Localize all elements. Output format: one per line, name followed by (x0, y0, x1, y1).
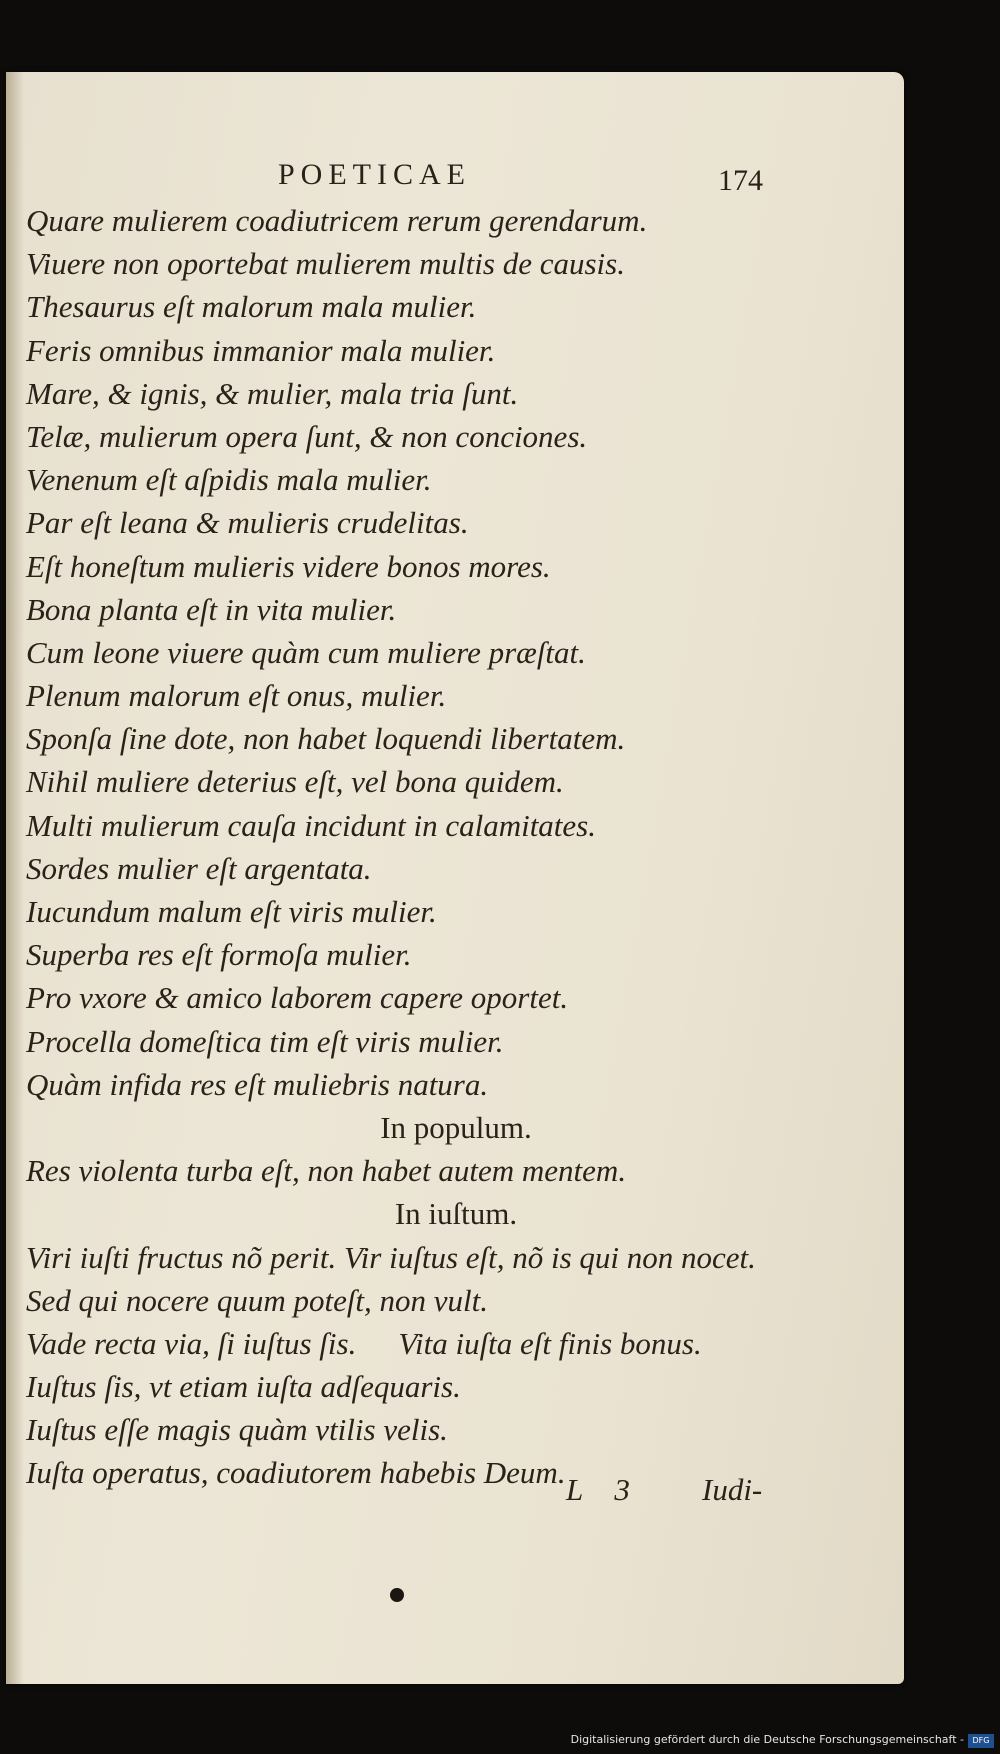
verse-line: Pro vxore & amico laborem capere oportet. (26, 980, 569, 1016)
verse-line: Res violenta turba eſt, non habet autem mentem. (26, 1153, 627, 1189)
verse-line: Quàm infida res eſt muliebris natura. (26, 1066, 489, 1102)
page-number: 174 (718, 164, 763, 197)
verse-line: Sordes mulier eſt argentata. (26, 850, 372, 886)
verse-line: Plenum malorum eſt onus, mulier. (26, 678, 447, 714)
running-title: POETICAE (278, 158, 471, 191)
dfg-logo: DFG (968, 1734, 994, 1748)
verse-line: Bona planta eſt in vita mulier. (26, 591, 397, 627)
verse-line: Superba res eſt formoſa mulier. (26, 937, 412, 973)
verse-line: Mare, & ignis, & mulier, mala tria ſunt. (26, 375, 519, 411)
verse-line: Iuſtus eſſe magis quàm vtilis velis. (26, 1412, 448, 1448)
verse-line: Par eſt leana & mulieris crudelitas. (26, 505, 469, 541)
verse-line: Telæ, mulierum opera ſunt, & non conciones. (26, 418, 588, 454)
verse-line: Viri iuſti fructus nõ perit. Vir iuſtus eſt, nõ is qui non nocet. (26, 1239, 756, 1275)
section-heading: In populum. (380, 1109, 532, 1145)
page-gutter-shadow (6, 72, 24, 1684)
digitization-credit: Digitalisierung gefördert durch die Deutsche Forschungsgemeinschaft - (570, 1733, 964, 1746)
verse-line: Sponſa ſine dote, non habet loquendi libertatem. (26, 721, 626, 757)
catchword: Iudi- (702, 1472, 763, 1507)
text-block (26, 199, 886, 1495)
verse-line-part: Vita iuſta eſt finis bonus. (398, 1325, 702, 1361)
verse-line: Iuſta operatus, coadiutorem habebis Deum. (26, 1455, 566, 1491)
verse-line: Multi mulierum cauſa incidunt in calamitates. (26, 807, 596, 843)
verse-line: Iuſtus ſis, vt etiam iuſta adſequaris. (26, 1369, 461, 1405)
signature-mark: L 3 (566, 1472, 630, 1507)
verse-line: Nihil muliere deterius eſt, vel bona quidem. (26, 764, 564, 800)
verse-line: Feris omnibus immanior mala mulier. (26, 332, 496, 368)
verse-line: Iucundum malum eſt viris mulier. (26, 894, 437, 929)
verse-line: Sed qui nocere quum poteſt, non vult. (26, 1282, 489, 1318)
verse-line: Eſt honeſtum mulieris videre bonos mores. (26, 548, 551, 584)
verse-line: Quare mulierem coadiutricem rerum gerendarum. (26, 203, 648, 238)
ink-spot (390, 1588, 404, 1602)
section-heading: In iuſtum. (394, 1196, 518, 1232)
verse-line-part: Vade recta via, ſi iuſtus ſis. (26, 1325, 357, 1361)
verse-line: Procella domeſtica tim eſt viris mulier. (26, 1023, 504, 1059)
book-page (6, 72, 904, 1684)
verse-line (26, 1322, 886, 1365)
verse-line: Thesaurus eſt malorum mala mulier. (26, 289, 477, 325)
verse-line: Viuere non oportebat mulierem multis de causis. (26, 246, 625, 282)
verse-line: Venenum eſt aſpidis mala mulier. (26, 462, 432, 498)
verse-line: Cum leone viuere quàm cum muliere præſtat. (26, 634, 586, 670)
